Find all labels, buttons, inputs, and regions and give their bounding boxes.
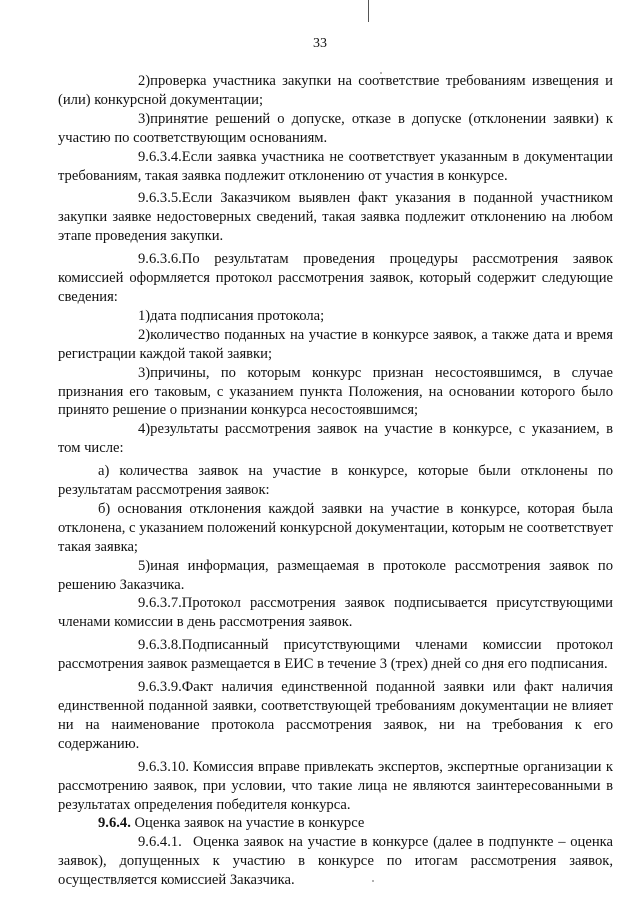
section-heading [58, 814, 613, 833]
paragraph-text: иная информация, размещаемая в протоколе рассмотрения заявок по решению Заказчика. [58, 557, 613, 593]
paragraph [58, 72, 613, 110]
paragraph-text: Протокол рассмотрения заявок подписывается присутствующими членами комиссии в день рассмотрения заявок. [58, 595, 613, 631]
clause-number: 9.6.3.4. [138, 148, 182, 165]
item-number: 4) [138, 421, 151, 438]
document-body [58, 72, 613, 890]
item-number: 2) [138, 326, 151, 343]
clause-number: 9.6.3.8. [138, 637, 182, 654]
item-number: 3) [138, 110, 151, 127]
paragraph-text: количество поданных на участие в конкурсе заявок, а также дата и время регистрации каждой такой заявки; [58, 326, 613, 362]
paragraph [58, 148, 613, 186]
paragraph-text: Если заявка участника не соответствует указанным в документации требованиям, такая заявка подлежит отклонению от участия в конкурсе. [58, 148, 613, 184]
page-number: 33 [313, 36, 327, 51]
paragraph-text: По результатам проведения процедуры рассмотрения заявок комиссией оформляется протокол рассмотрения заявок, который содержит следующие сведения: [58, 251, 613, 305]
item-number: 5) [138, 557, 151, 574]
paragraph-text: результаты рассмотрения заявок на участие в конкурсе, с указанием, в том числе: [58, 421, 613, 457]
paragraph [58, 250, 613, 307]
paragraph [58, 420, 613, 458]
paragraph [58, 110, 613, 148]
paragraph-text: б) основания отклонения каждой заявки на участие в конкурсе, которая была отклонена, с указанием положений конкурсной документации, которым не соответствует такая заявка; [58, 500, 613, 555]
paragraph [58, 636, 613, 674]
item-number: 1) [138, 307, 151, 324]
paragraph-text: Факт наличия единственной поданной заявки или факт наличия единственной поданной заявки, соответствующей требованиям документации не влияет ни на наименование протокола рассмотрения заявок, ни на требования к его содержанию. [58, 679, 613, 752]
paragraph-text: Подписанный присутствующими членами комиссии протокол рассмотрения заявок размещается в ЕИС в течение 3 (трех) дней со дня его подписания. [58, 637, 613, 673]
paragraph-text: Если Заказчиком выявлен факт указания в поданной участником закупки заявке недостоверных сведений, такая заявка подлежит отклонению на любом этапе проведения закупки. [58, 190, 613, 245]
section-number: 9.6.4. [98, 815, 131, 832]
clause-number: 9.6.3.7. [138, 595, 182, 612]
item-number: 3) [138, 364, 151, 381]
clause-number: 9.6.3.6. [138, 251, 182, 268]
paragraph-text: проверка участника закупки на соответствие требованиям извещения и (или) конкурсной документации; [58, 73, 613, 108]
paragraph [58, 189, 613, 246]
paragraph-text: причины, по которым конкурс признан несостоявшимся, в случае признания его таковым, с указанием пункта Положения, на основании которого было принято решение о признании конкурса несостоявшимся; [58, 364, 613, 419]
paragraph-text: а) количества заявок на участие в конкурсе, которые были отклонены по результатам рассмотрения заявок: [58, 463, 613, 499]
paragraph-text: Оценка заявок на участие в конкурсе (далее в подпункте – оценка заявок), допущенных к участию в конкурсе по итогам рассмотрения заявок, осуществляется комиссией Заказчика. [58, 834, 613, 889]
paragraph [58, 557, 613, 595]
section-title: Оценка заявок на участие в конкурсе [134, 815, 365, 832]
paragraph-text: Комиссия вправе привлекать экспертов, экспертные организации к рассмотрению заявок, при условии, что такие лица не являются заинтересованными в результатах определения победителя конкурса. [58, 758, 613, 813]
paragraph [58, 364, 613, 421]
clause-number: 9.6.4.1. [138, 834, 182, 851]
scan-edge-mark [368, 0, 369, 22]
paragraph-text: принятие решений о допуске, отказе в допуске (отклонении заявки) к участию по соответствующим основаниям. [58, 110, 613, 146]
item-number: 2) [138, 73, 151, 89]
paragraph [58, 594, 613, 632]
paragraph [58, 326, 613, 364]
paragraph [58, 758, 613, 815]
clause-number: 9.6.3.5. [138, 190, 182, 207]
clause-number: 9.6.3.9. [138, 679, 182, 696]
paragraph [58, 833, 613, 890]
paragraph [58, 462, 613, 500]
paragraph [58, 500, 613, 557]
paragraph [58, 678, 613, 754]
paragraph [58, 307, 613, 326]
paragraph-text: дата подписания протокола; [150, 307, 325, 324]
clause-number: 9.6.3.10. [138, 758, 190, 775]
